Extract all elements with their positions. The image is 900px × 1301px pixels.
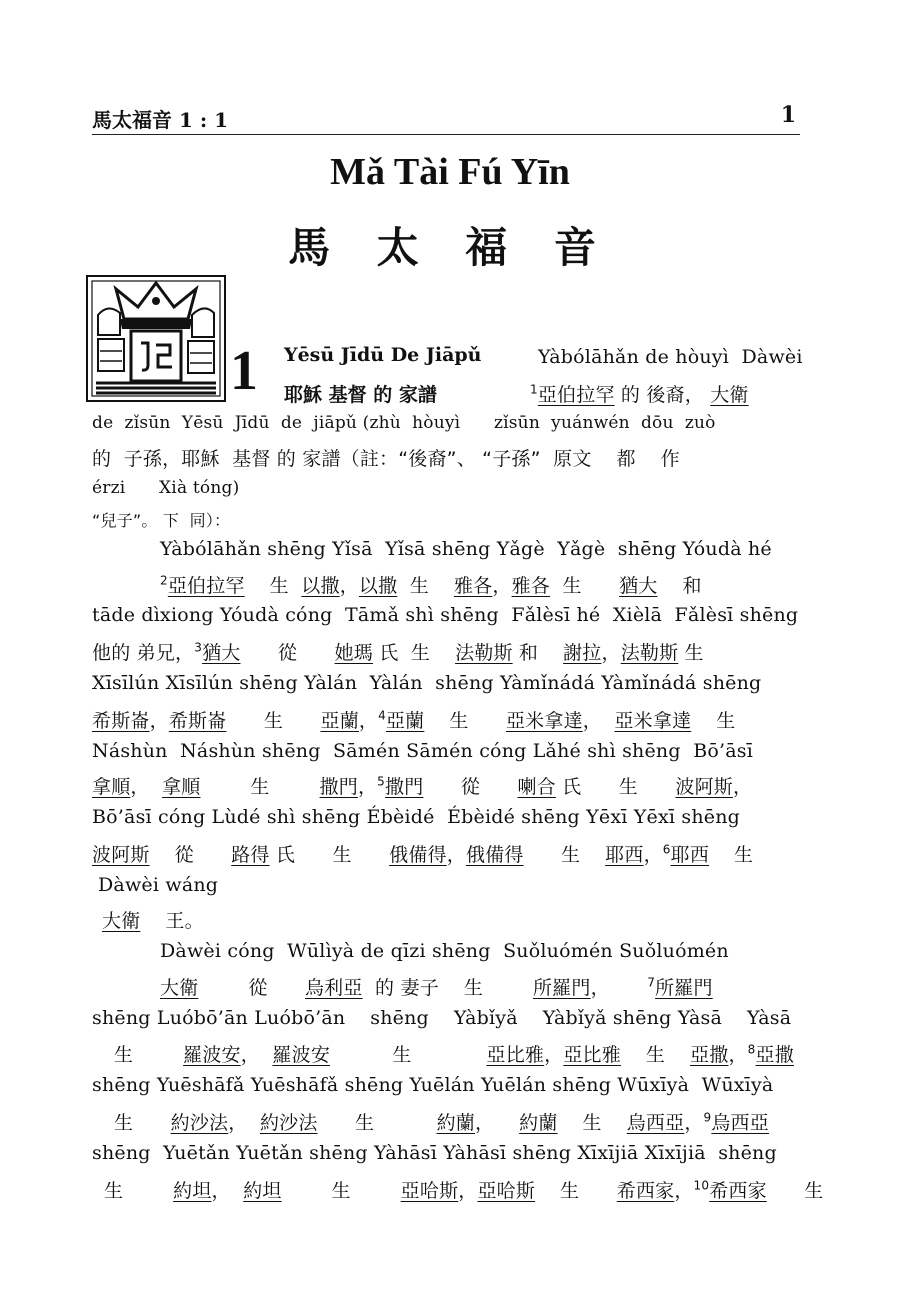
text-line: de zǐsūn Yēsū Jīdū de jiāpǔ (zhù hòuyì zǐsūn yuánwén dōu zuò [92,413,716,433]
text-line: Yàbólāhǎn shēng Yǐsā Yǐsā shēng Yǎgè Yǎgè shēng Yóudà hé [160,538,772,560]
text-line: 大衛 從 烏利亞 的 妻子 生 所羅門， $^7$所羅門 [160,975,713,999]
text-line: Yàbólāhǎn de hòuyì Dàwèi [538,346,803,368]
text-line: 他的 弟兄，$^3$猶大 從 她瑪 氏 生 法勒斯 和 謝拉，法勒斯 生 [92,640,704,664]
text-line: 的 子孫，耶穌 基督 的 家譜（註：“後裔”、 “子孫” 原文 都 作 [92,448,680,470]
text-line: 生 約坦， 約坦 生 亞哈斯，亞哈斯 生 希西家，$^{10}$希西家 生 [104,1178,824,1202]
text-line: 拿順， 拿順 生 撒門，$^5$撒門 從 喇合 氏 生 波阿斯， [92,774,753,798]
text-line: Bō’āsī cóng Lùdé shì shēng Ébèidé Ébèidé shēng Yēxī Yēxī shēng [92,806,741,828]
text-line: Náshùn Náshùn shēng Sāmén Sāmén cóng Lǎhé shì shēng Bō’āsī [92,740,754,762]
text-line: 波阿斯 從 路得 氏 生 俄備得，俄備得 生 耶西，$^6$耶西 生 [92,842,754,866]
section-heading-chinese: 耶穌 基督 的 家譜 [284,384,437,406]
text-line: $^1$亞伯拉罕 的 後裔， 大衛 [530,382,749,406]
page-number: 1 [780,102,796,128]
text-line: shēng Luóbō’ān Luóbō’ān shēng Yàbǐyǎ Yàbǐyǎ shēng Yàsā Yàsā [92,1007,792,1029]
book-title-pinyin: Mǎ Tài Fú Yīn [330,151,570,193]
text-line: shēng Yuēshāfǎ Yuēshāfǎ shēng Yuēlán Yuēlán shēng Wūxīyà Wūxīyà [92,1074,774,1096]
text-line: érzi Xià tóng) [92,478,240,498]
text-line: Xīsīlún Xīsīlún shēng Yàlán Yàlán shēng Yàmǐnádá Yàmǐnádá shēng [92,672,762,694]
chapter-number: 1 [230,340,258,402]
text-line: $^2$亞伯拉罕 生 以撒，以撒 生 雅各，雅各 生 猶大 和 [160,573,702,597]
section-heading-pinyin: Yēsū Jīdū De Jiāpǔ [284,344,482,366]
text-line: “兒子”。 下 同）： [92,511,231,530]
chapter-illustration [86,275,226,402]
text-line: Dàwèi wáng [98,874,219,896]
header-book-ref: 馬太福音 1 : 1 [92,108,229,132]
text-line: 大衛 王。 [102,910,204,932]
text-line: 生 羅波安， 羅波安 生 亞比雅，亞比雅 生 亞撒，$^8$亞撒 [114,1042,794,1066]
text-line: shēng Yuētǎn Yuētǎn shēng Yàhāsī Yàhāsī shēng Xīxījiā Xīxījiā shēng [92,1142,777,1164]
text-line: 希斯崙，希斯崙 生 亞蘭，$^4$亞蘭 生 亞米拿達， 亞米拿達 生 [92,708,736,732]
running-header [92,100,800,135]
text-line: 生 約沙法， 約沙法 生 約蘭， 約蘭 生 烏西亞，$^9$烏西亞 [114,1110,769,1134]
text-line: Dàwèi cóng Wūlìyà de qīzi shēng Suǒluómén Suǒluómén [160,940,729,962]
text-line: tāde dìxiong Yóudà cóng Tāmǎ shì shēng Fǎlèsī hé Xièlā Fǎlèsī shēng [92,604,799,626]
book-title-chinese: 馬 太 福 音 [288,223,612,272]
